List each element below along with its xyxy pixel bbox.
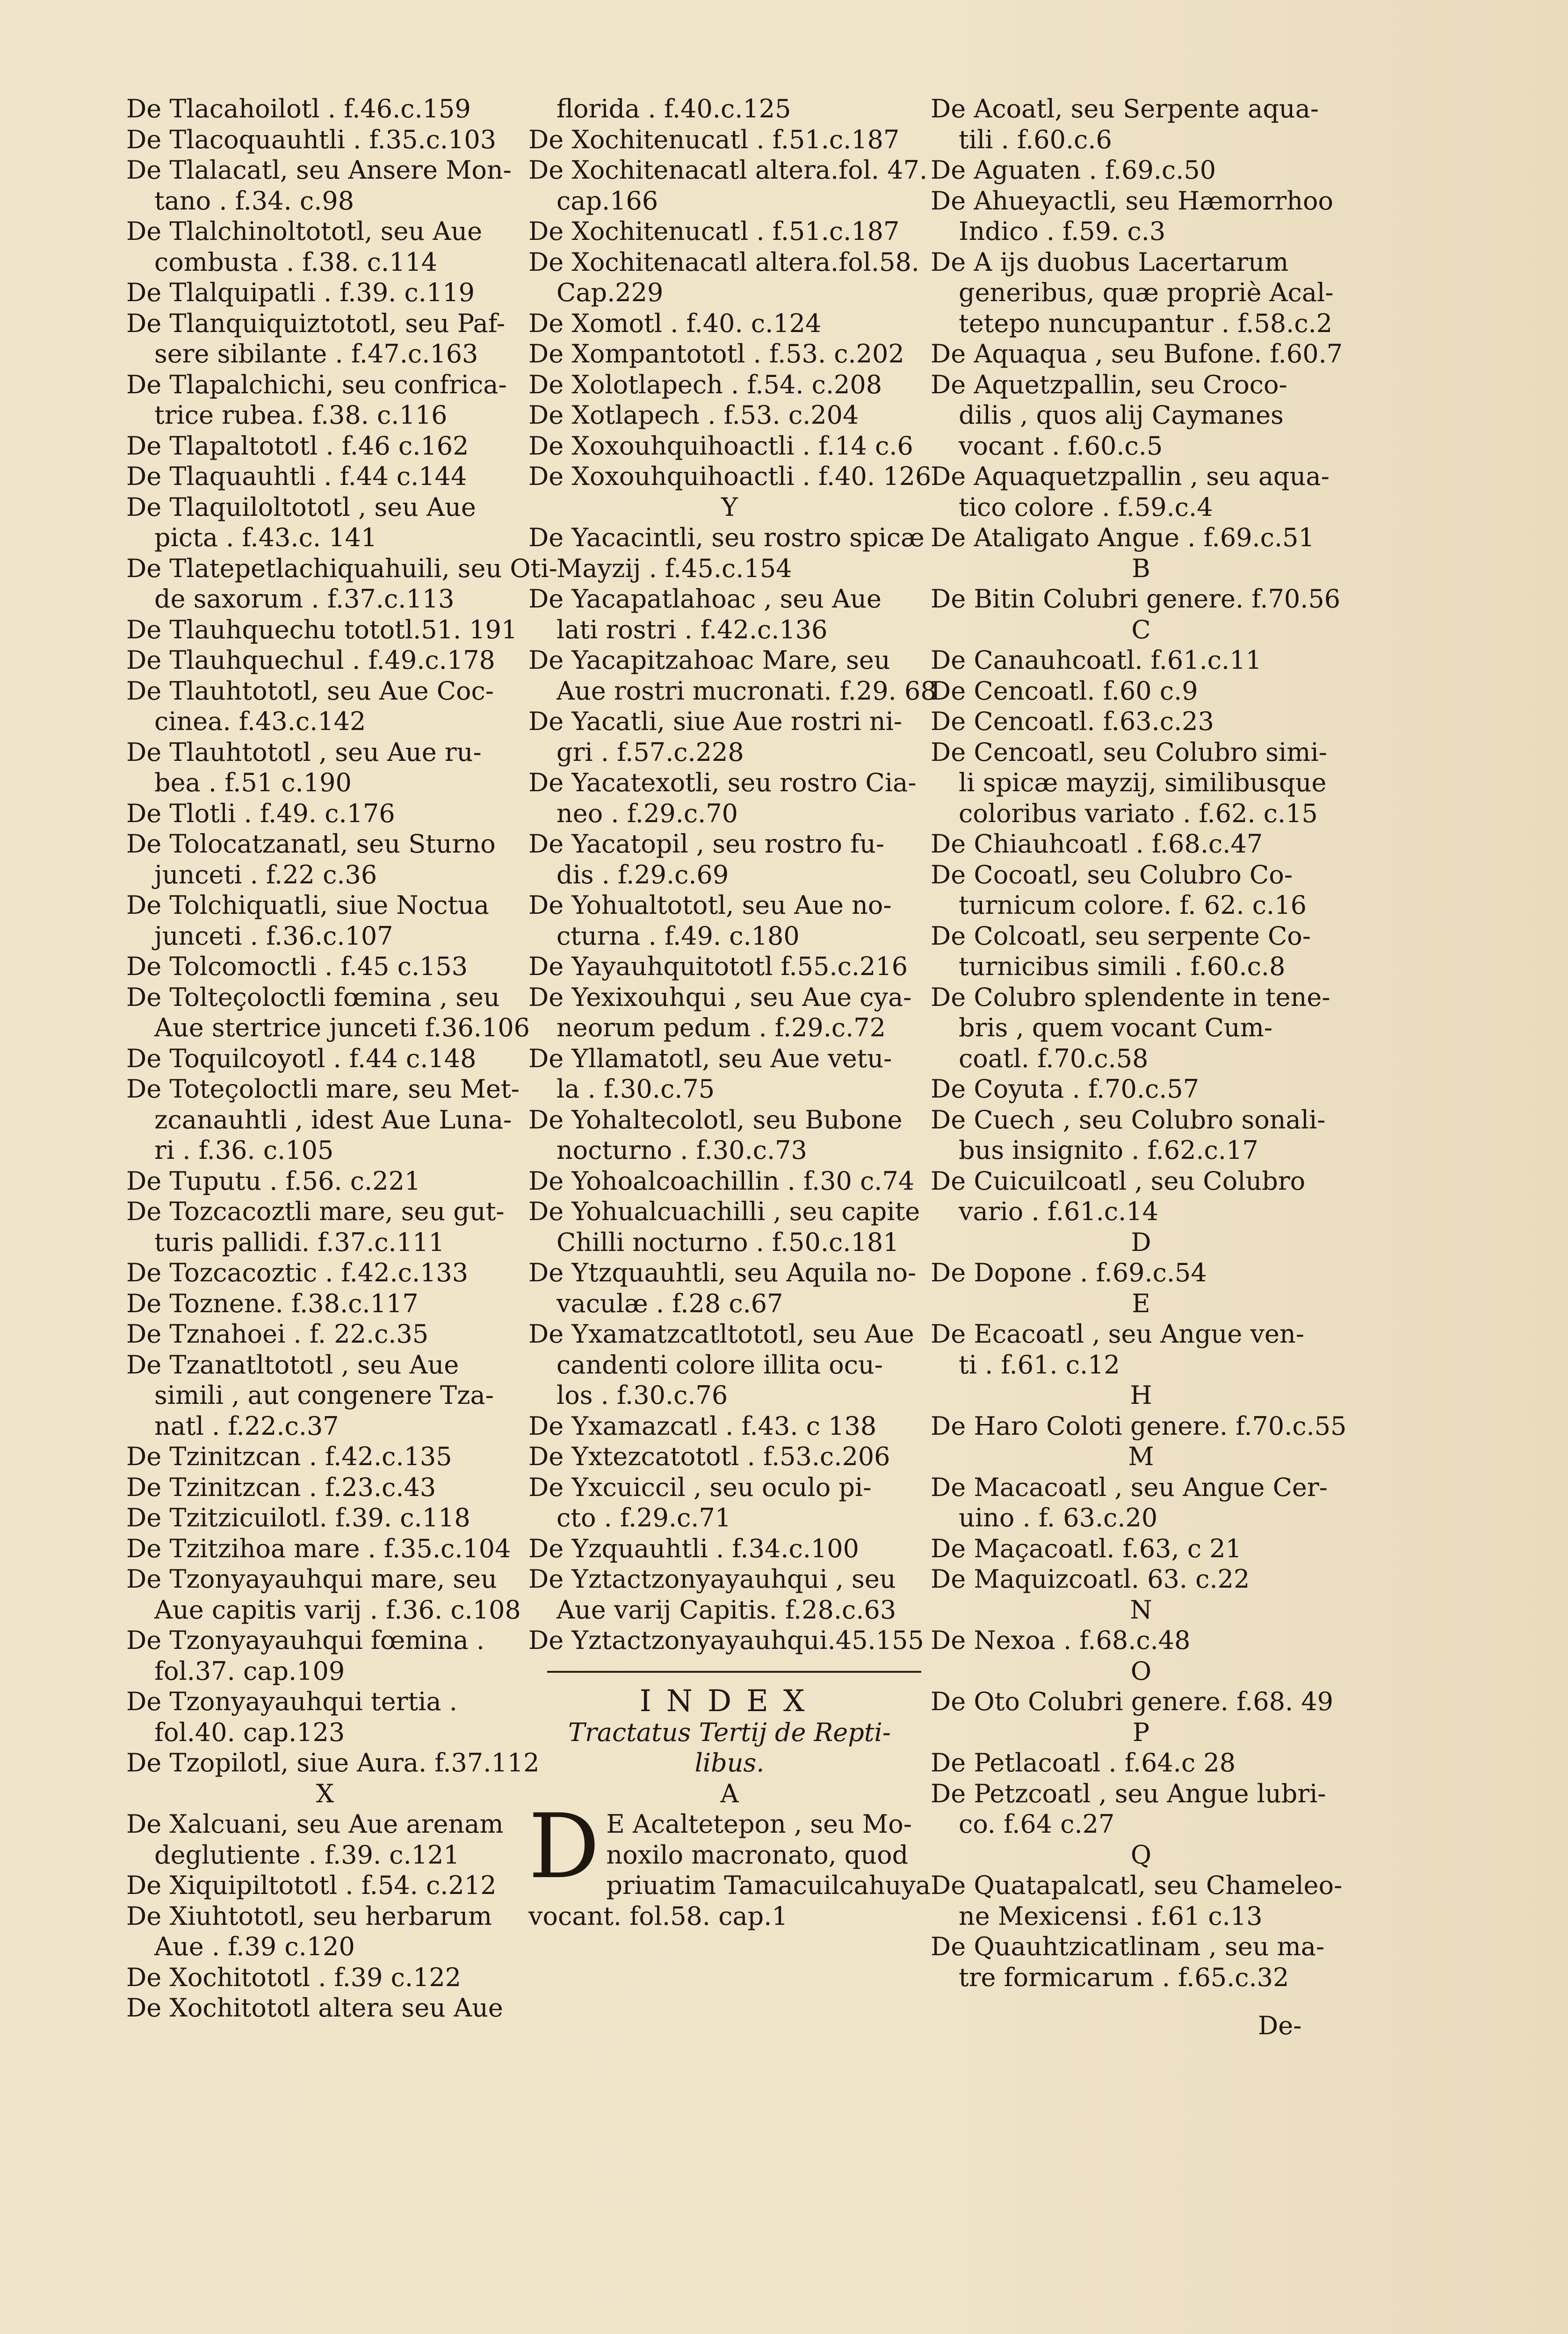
index-entry: De Aquetzpallin, seu Croco-	[931, 369, 1287, 399]
index-entry: De Colubro splendente in tene-	[931, 982, 1330, 1012]
index-entry: De Dopone . f.69.c.54	[931, 1258, 1207, 1287]
index-entry: De Tolcomoctli . f.45 c.153	[126, 952, 468, 981]
index-entry-continuation: fol.40. cap.123	[154, 1717, 345, 1747]
index-entry-continuation: vaculæ . f.28 c.67	[556, 1288, 783, 1318]
index-entry: De Yacapitzahoac Mare, seu	[528, 645, 890, 675]
section-letter-p: P	[1132, 1717, 1150, 1747]
index-entry: De Xotlapech . f.53. c.204	[528, 400, 859, 430]
index-entry: De Yexixouhqui , seu Aue cya-	[528, 982, 912, 1012]
index-entry: De Xochitenacatl altera.fol. 47.	[528, 155, 928, 185]
index-entry: De Yohualtototl, seu Aue no-	[528, 890, 892, 920]
index-entry: De Tlapaltototl . f.46 c.162	[126, 431, 469, 461]
section-letter-b: B	[1132, 553, 1150, 583]
index-entry-continuation: priuatim Tamacuilcahuya	[606, 1871, 931, 1900]
index-entry: De Tznahoei . f. 22.c.35	[126, 1319, 429, 1349]
index-entry-continuation: florida . f.40.c.125	[556, 94, 791, 123]
index-entry-continuation: combusta . f.38. c.114	[154, 247, 438, 277]
index-entry-continuation: coloribus variato . f.62. c.15	[959, 798, 1318, 828]
section-letter-q: Q	[1130, 1840, 1152, 1870]
index-entry: De Tuputu . f.56. c.221	[126, 1166, 421, 1196]
index-column-1	[126, 94, 557, 2023]
index-entry: De A ijs duobus Lacertarum	[931, 247, 1289, 277]
section-divider-rule	[528, 1656, 931, 1687]
index-entry-continuation: generibus, quæ propriè Acal-	[959, 278, 1334, 307]
index-entry: De Xochitototl altera seu Aue	[126, 1993, 503, 2023]
index-entry: De Bitin Colubri genere. f.70.56	[931, 584, 1341, 614]
index-entry-continuation: noxilo macronato, quod	[606, 1840, 909, 1870]
index-entry: De Xalcuani, seu Aue arenam	[126, 1809, 504, 1839]
index-entry: De Oto Colubri genere. f.68. 49	[931, 1687, 1334, 1716]
index-entry-continuation: li spicæ mayzij, similibusque	[959, 768, 1327, 797]
section-letter-a: A	[720, 1778, 739, 1808]
index-entry-continuation: tre formicarum . f.65.c.32	[959, 1962, 1289, 1992]
index-entry: De Tlauhquechu tototl.51. 191	[126, 614, 518, 644]
index-entry: De Xomotl . f.40. c.124	[528, 308, 822, 338]
index-entry: De Quatapalcatl, seu Chameleo-	[931, 1871, 1343, 1900]
index-entry: De Quauhtzicatlinam , seu ma-	[931, 1932, 1325, 1961]
index-entry: De Tolocatzanatl, seu Sturno	[126, 829, 496, 859]
index-entry-continuation: bea . f.51 c.190	[154, 768, 352, 797]
index-entry: De Tlalacatl, seu Ansere Mon-	[126, 155, 512, 185]
index-entry-continuation: junceti . f.22 c.36	[154, 860, 377, 889]
section-letter-x: X	[316, 1778, 334, 1808]
index-entry: De Yohoalcoachillin . f.30 c.74	[528, 1166, 915, 1196]
index-entry: De Cencoatl, seu Colubro simi-	[931, 737, 1327, 767]
index-entry-continuation: turnicum colore. f. 62. c.16	[959, 890, 1307, 920]
index-column-2	[528, 94, 937, 1931]
index-entry-continuation: trice rubea. f.38. c.116	[154, 400, 448, 430]
index-entry: De Tolchiquatli, siue Noctua	[126, 890, 489, 920]
index-entry: De Ytzquauhtli, seu Aquila no-	[528, 1258, 917, 1287]
index-entry: De Tlauhtototl , seu Aue ru-	[126, 737, 482, 767]
section-letter-d: D	[1131, 1227, 1151, 1257]
index-entry: De Xoxouhquihoactli . f.14 c.6	[528, 431, 913, 461]
index-entry: De Tlauhquechul . f.49.c.178	[126, 645, 495, 675]
index-entry: De Xochitenacatl altera.fol.58.	[528, 247, 919, 277]
index-entry-continuation: gri . f.57.c.228	[556, 737, 744, 767]
index-entry: De Colcoatl, seu serpente Co-	[931, 921, 1311, 951]
index-entry: De Tlalquipatli . f.39. c.119	[126, 278, 475, 307]
index-entry: De Tzanatltototl , seu Aue	[126, 1350, 459, 1380]
index-entry: De Tlaquiloltototl , seu Aue	[126, 492, 476, 522]
index-entry-continuation: junceti . f.36.c.107	[154, 921, 393, 951]
index-entry-continuation: turnicibus simili . f.60.c.8	[959, 952, 1286, 981]
index-entry: De Xochitenucatl . f.51.c.187	[528, 124, 900, 154]
index-entry-continuation: uino . f. 63.c.20	[959, 1503, 1158, 1532]
index-entry-continuation: Aue stertrice junceti f.36.106	[154, 1013, 530, 1042]
index-entry-continuation: Indico . f.59. c.3	[959, 217, 1166, 246]
index-entry: De Yohualcuachilli , seu capite	[528, 1197, 920, 1226]
index-entry: De Tlacoquauhtli . f.35.c.103	[126, 124, 497, 154]
index-entry: De Yxcuiccil , seu oculo pi-	[528, 1472, 872, 1502]
index-entry: De Yacacintli, seu rostro spicæ	[528, 523, 925, 552]
index-entry-continuation: cap.166	[556, 186, 658, 216]
index-entry-continuation: Aue rostri mucronati. f.29. 68	[556, 676, 937, 706]
section-letter-o: O	[1130, 1656, 1152, 1686]
index-entry: De Yztactzonyayauhqui , seu	[528, 1564, 896, 1594]
index-entry: De Cencoatl. f.60 c.9	[931, 676, 1198, 706]
index-entry-continuation: lati rostri . f.42.c.136	[556, 614, 828, 644]
index-entry: De Petlacoatl . f.64.c 28	[931, 1748, 1236, 1778]
index-entry: De Xiuhtototl, seu herbarum	[126, 1901, 492, 1931]
index-entry-continuation: vario . f.61.c.14	[959, 1197, 1159, 1226]
index-entry-continuation: neorum pedum . f.29.c.72	[556, 1013, 886, 1042]
index-entry-continuation: los . f.30.c.76	[556, 1380, 728, 1410]
index-entry: De Tlapalchichi, seu confrica-	[126, 369, 507, 399]
index-entry: De Tzonyayauhqui fœmina .	[126, 1626, 485, 1655]
index-entry-continuation: la . f.30.c.75	[556, 1074, 715, 1104]
index-entry: De Yxamatzcatltototl, seu Aue	[528, 1319, 914, 1349]
index-entry: De Toquilcoyotl . f.44 c.148	[126, 1043, 477, 1073]
index-entry: De Yxamazcatl . f.43. c 138	[528, 1411, 877, 1441]
index-entry: De Ataligato Angue . f.69.c.51	[931, 523, 1315, 552]
index-entry-continuation: simili , aut congenere Tza-	[154, 1380, 494, 1410]
index-entry: De Chiauhcoatl . f.68.c.47	[931, 829, 1263, 859]
index-subtitle: libus.	[694, 1748, 765, 1778]
index-subtitle: Tractatus Tertij de Repti-	[568, 1717, 891, 1747]
index-entry: De Tzopilotl, siue Aura. f.37.112	[126, 1748, 540, 1778]
index-entry-continuation: de saxorum . f.37.c.113	[154, 584, 455, 614]
index-entry-continuation: co. f.64 c.27	[959, 1809, 1115, 1839]
index-entry: De Toteçoloctli mare, seu Met-	[126, 1074, 520, 1104]
index-entry: De Aguaten . f.69.c.50	[931, 155, 1216, 185]
index-entry: De Petzcoatl , seu Angue lubri-	[931, 1778, 1326, 1808]
index-entry: De Tolteçoloctli fœmina , seu	[126, 982, 500, 1012]
index-entry: De Cuicuilcoatl , seu Colubro	[931, 1166, 1306, 1196]
index-entry: De Macacoatl , seu Angue Cer-	[931, 1472, 1328, 1502]
index-entry: De Xochitenucatl . f.51.c.187	[528, 217, 900, 246]
index-heading: INDEX	[639, 1684, 820, 1719]
index-entry-continuation: neo . f.29.c.70	[556, 798, 738, 828]
index-entry: De Aquaqua , seu Bufone. f.60.7	[931, 339, 1343, 369]
index-entry-continuation: dis . f.29.c.69	[556, 860, 729, 889]
index-entry: De Ahueyactli, seu Hæmorrhoo	[931, 186, 1334, 216]
index-entry: De Maçacoatl. f.63, c 21	[931, 1533, 1242, 1563]
index-entry-continuation: ne Mexicensi . f.61 c.13	[959, 1901, 1263, 1931]
index-entry: De Toznene. f.38.c.117	[126, 1288, 419, 1318]
index-entry: De Yllamatotl, seu Aue vetu-	[528, 1043, 892, 1073]
index-entry: De Xoxouhquihoactli . f.40. 126	[528, 462, 932, 491]
index-entry: De Aquaquetzpallin , seu aqua-	[931, 462, 1330, 491]
index-entry-continuation: deglutiente . f.39. c.121	[154, 1840, 460, 1870]
index-entry-continuation: candenti colore illita ocu-	[556, 1350, 883, 1380]
index-entry: De Tzitzihoa mare . f.35.c.104	[126, 1533, 511, 1563]
index-entry-continuation: vocant. fol.58. cap.1	[528, 1901, 788, 1931]
index-entry: De Xolotlapech . f.54. c.208	[528, 369, 882, 399]
index-entry: De Tzonyayauhqui mare, seu	[126, 1564, 497, 1594]
index-entry: De Tlacahoilotl . f.46.c.159	[126, 94, 471, 123]
index-entry: De Yxtezcatototl . f.53.c.206	[528, 1442, 890, 1471]
index-entry-continuation: cturna . f.49. c.180	[556, 921, 800, 951]
index-entry-continuation: Chilli nocturno . f.50.c.181	[556, 1227, 899, 1257]
index-entry: De Cocoatl, seu Colubro Co-	[931, 860, 1293, 889]
index-entry-continuation: natl . f.22.c.37	[154, 1411, 339, 1441]
index-entry-continuation: sere sibilante . f.47.c.163	[154, 339, 478, 369]
index-entry: De Yohaltecolotl, seu Bubone	[528, 1105, 903, 1134]
index-entry: De Yacatopil , seu rostro fu-	[528, 829, 885, 859]
index-entry: De Tlanquiquiztototl, seu Paf-	[126, 308, 506, 338]
index-entry: De Yztactzonyayauhqui.45.155	[528, 1626, 924, 1655]
index-entry: De Ecacoatl , seu Angue ven-	[931, 1319, 1305, 1349]
section-letter-n: N	[1130, 1595, 1152, 1625]
index-entry: De Tzinitzcan . f.42.c.135	[126, 1442, 452, 1471]
first-entry-block	[528, 1795, 931, 1931]
index-entry: De Maquizcoatl. 63. c.22	[931, 1564, 1250, 1594]
index-entry: De Nexoa . f.68.c.48	[931, 1626, 1191, 1655]
index-entry: De Yacapatlahoac , seu Aue	[528, 584, 882, 614]
index-entry-continuation: picta . f.43.c. 141	[154, 523, 377, 552]
section-letter-c: C	[1131, 614, 1151, 644]
index-entry: De Cencoatl. f.63.c.23	[931, 707, 1214, 736]
index-entry: De Tlatepetlachiquahuili, seu Oti-	[126, 553, 557, 583]
index-entry-continuation: tico colore . f.59.c.4	[959, 492, 1213, 522]
index-entry: De Tlalchinoltototl, seu Aue	[126, 217, 483, 246]
index-entry-continuation: Cap.229	[556, 278, 664, 307]
index-entry-continuation: coatl. f.70.c.58	[959, 1043, 1149, 1073]
index-entry-continuation: Aue . f.39 c.120	[154, 1932, 355, 1961]
index-entry: De Tzitzicuilotl. f.39. c.118	[126, 1503, 470, 1532]
index-entry: E Acaltetepon , seu Mo-	[606, 1809, 912, 1839]
section-letter-e: E	[1132, 1288, 1150, 1318]
index-entry: De Yacatli, siue Aue rostri ni-	[528, 707, 903, 736]
index-entry: De Yayauhquitototl f.55.c.216	[528, 952, 908, 981]
index-entry: De Tlaquauhtli . f.44 c.144	[126, 462, 467, 491]
section-letter-m: M	[1128, 1442, 1154, 1471]
index-entry: De Tozcacoztic . f.42.c.133	[126, 1258, 469, 1287]
index-entry: De Xiquipiltototl . f.54. c.212	[126, 1871, 497, 1900]
index-entry-continuation: nocturno . f.30.c.73	[556, 1135, 807, 1165]
index-entry-continuation: Mayzij . f.45.c.154	[556, 553, 792, 583]
index-entry-continuation: tetepo nuncupantur . f.58.c.2	[959, 308, 1333, 338]
index-entry-continuation: Aue varij Capitis. f.28.c.63	[556, 1595, 896, 1625]
index-entry: De Acoatl, seu Serpente aqua-	[931, 94, 1319, 123]
index-entry: De Xompantototl . f.53. c.202	[528, 339, 904, 369]
index-column-3	[931, 94, 1351, 1993]
index-entry-continuation: tano . f.34. c.98	[154, 186, 354, 216]
index-entry: De Cuech , seu Colubro sonali-	[931, 1105, 1326, 1134]
index-entry: De Yzquauhtli . f.34.c.100	[528, 1533, 859, 1563]
index-entry-continuation: bus insignito . f.62.c.17	[959, 1135, 1258, 1165]
catchword: De-	[1258, 2011, 1302, 2040]
index-entry-continuation: turis pallidi. f.37.c.111	[154, 1227, 445, 1257]
index-entry: De Tzonyayauhqui tertia .	[126, 1687, 457, 1716]
index-entry-continuation: bris , quem vocant Cum-	[959, 1013, 1273, 1042]
section-letter-y: Y	[721, 492, 738, 522]
drop-cap: D	[528, 1795, 600, 1898]
index-entry-continuation: cto . f.29.c.71	[556, 1503, 731, 1532]
index-entry: De Canauhcoatl. f.61.c.11	[931, 645, 1262, 675]
index-entry: De Tlauhtototl, seu Aue Coc-	[126, 676, 494, 706]
index-entry: De Yacatexotli, seu rostro Cia-	[528, 768, 917, 797]
section-letter-h: H	[1130, 1380, 1152, 1410]
index-entry: De Haro Coloti genere. f.70.c.55	[931, 1411, 1347, 1441]
index-entry-continuation: ri . f.36. c.105	[154, 1135, 334, 1165]
index-entry-continuation: Aue capitis varij . f.36. c.108	[154, 1595, 521, 1625]
index-entry-continuation: cinea. f.43.c.142	[154, 707, 366, 736]
index-entry-continuation: ti . f.61. c.12	[959, 1350, 1120, 1380]
index-entry-continuation: dilis , quos alij Caymanes	[959, 400, 1284, 430]
index-entry-continuation: vocant . f.60.c.5	[959, 431, 1163, 461]
index-entry-continuation: zcanauhtli , idest Aue Luna-	[154, 1105, 512, 1134]
index-entry-continuation: tili . f.60.c.6	[959, 124, 1112, 154]
index-entry: De Tozcacoztli mare, seu gut-	[126, 1197, 505, 1226]
index-entry-continuation: fol.37. cap.109	[154, 1656, 345, 1686]
index-entry: De Coyuta . f.70.c.57	[931, 1074, 1199, 1104]
index-entry: De Tlotli . f.49. c.176	[126, 798, 395, 828]
index-entry: De Xochitototl . f.39 c.122	[126, 1962, 462, 1992]
index-entry: De Tzinitzcan . f.23.c.43	[126, 1472, 436, 1502]
